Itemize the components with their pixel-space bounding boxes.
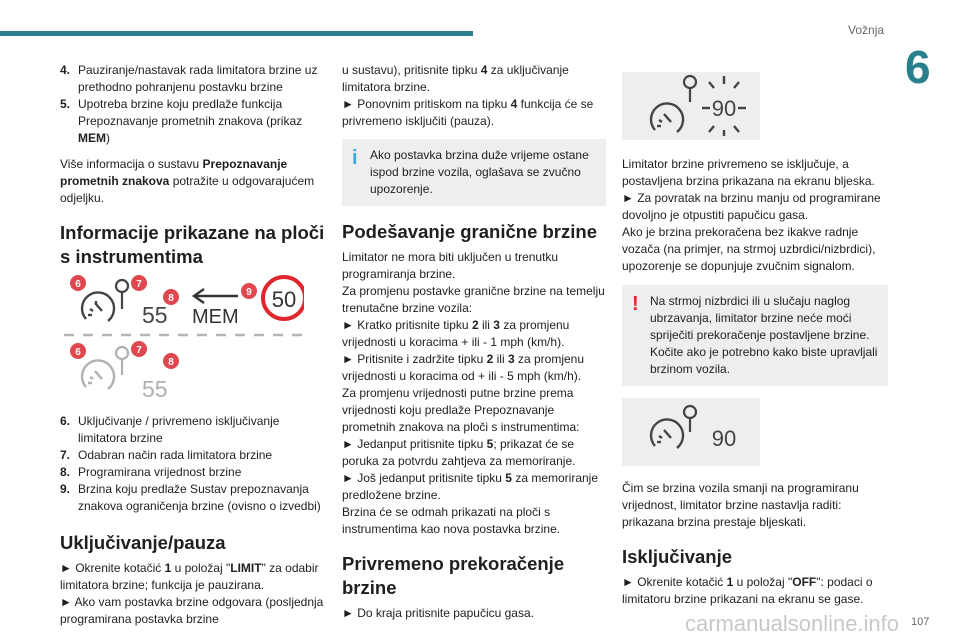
switch-off-paragraph: ► Okrenite kotačić 1 u položaj "OFF": podaci o limitatoru brzine prikazani na ekranu se gase. xyxy=(622,575,873,606)
callout-7-dim xyxy=(131,341,147,357)
set-paragraph-5: Za promjenu vrijednosti putne brzine prema vrijednosti koju predlaže Prepoznavanje prometnih znakova na ploči s instrumentima: xyxy=(342,386,580,434)
heading-switch-off: Isključivanje xyxy=(622,546,733,567)
legend-list xyxy=(60,413,326,515)
set-paragraph-7: ► Još jedanput pritisnite tipku 5 za memoriranje predložene brzine. xyxy=(342,471,599,502)
section-title: Vožnja xyxy=(848,23,885,37)
svg-text:9: 9 xyxy=(246,287,252,298)
speedometer-icon xyxy=(651,103,683,132)
heading-switch-on: Uključivanje/pauza xyxy=(60,532,226,553)
set-paragraph-4: ► Pritisnite i zadržite tipku 2 ili 3 za promjenu vrijednosti u koracima od + ili - 5 mph (km/h). xyxy=(342,352,585,383)
heading-set-speed: Podešavanje granične brzine xyxy=(342,221,597,242)
steady-speed-value: 90 xyxy=(711,426,737,451)
set-paragraph-3: ► Kratko pritisnite tipku 2 ili 3 za promjenu vrijednosti u koracima + ili - 1 mph (km/h). xyxy=(342,318,570,349)
override-info-paragraph-2: ► Za povratak na brzinu manju od programirane dovoljno je otpustiti papučicu gasa. xyxy=(622,191,881,222)
sign-speed: 50 xyxy=(271,287,297,312)
svg-text:8: 8 xyxy=(168,357,174,368)
list-item-5: 5. Upotreba brzine koju predlaže funkcija Prepoznavanje prometnih znakova (prikaz MEM) xyxy=(60,97,303,145)
legend-item: 7. Odabran način rada limitatora brzine xyxy=(60,448,273,462)
switch-on-paragraph: ► Okrenite kotačić 1 u položaj "LIMIT" za odabir limitatora brzine; funkcija je pauzirana. xyxy=(60,561,319,592)
steady-speed-svg xyxy=(622,398,760,466)
limiter-mode-icon xyxy=(116,347,128,375)
limiter-mode-icon xyxy=(116,280,128,309)
mem-label: MEM xyxy=(192,306,239,328)
arrow-left-icon xyxy=(194,289,238,303)
pause-paragraph: ► Ponovnim pritiskom na tipku 4 funkcija će se privremeno isključiti (pauza). xyxy=(342,97,594,128)
svg-text:7: 7 xyxy=(136,345,142,356)
chapter-number: 6 xyxy=(905,41,931,93)
continue-paragraph: u sustavu), pritisnite tipku 4 za uključivanje limitatora brzine. xyxy=(342,63,569,94)
warning-note: ! Na strmoj nizbrdici ili u slučaju naglog ubrzavanja, limitator brzine neće moći spriječiti prekoračenje postavljene brzine. Kočite ako je potrebno kako biste upravljali brzinom vozila. xyxy=(622,285,888,386)
switch-on-paragraph-2: ► Ako vam postavka brzine odgovara (posljednja programirana postavka brzine xyxy=(60,595,324,626)
svg-text:8: 8 xyxy=(168,293,174,304)
speedometer-icon xyxy=(651,419,683,448)
warning-icon: ! xyxy=(632,293,639,315)
set-speed: 55 xyxy=(142,302,168,328)
page-number: 107 xyxy=(911,616,930,628)
info-note: i Ako postavka brzina duže vrijeme ostane ispod brzine vozila, oglašava se zvučno upozorenje. xyxy=(342,139,606,206)
limiter-mode-icon xyxy=(684,406,696,432)
svg-text:6: 6 xyxy=(75,279,81,290)
column-2 xyxy=(342,62,606,622)
callout-7 xyxy=(131,275,147,291)
override-info-paragraph-3: Ako je brzina prekoračena bez ikakve radnje vozača (na primjer, na strmoj uzbrdici/nizbrdici), upozorenje se dopunjuje zvučnim signalom. xyxy=(622,225,876,273)
callout-8-dim xyxy=(163,353,179,369)
resume-paragraph: Čim se brzina vozila smanji na programiranu vrijednost, limitator brzine nastavlja raditi: prikazana brzina prestaje bljeskati. xyxy=(622,481,859,529)
svg-text:6: 6 xyxy=(75,347,81,358)
set-paragraph-2: Za promjenu postavke granične brzine na temelju trenutačne brzine vozila: xyxy=(342,284,605,315)
more-info-paragraph: Više informacija o sustavu Prepoznavanje prometnih znakova potražite u odgovarajućem odjeljku. xyxy=(60,157,315,205)
override-paragraph: ► Do kraja pritisnite papučicu gasa. xyxy=(342,606,534,620)
watermark: carmanualsonline.info xyxy=(685,611,900,636)
dim-speed: 55 xyxy=(142,376,168,401)
set-paragraph-8: Brzina će se odmah prikazati na ploči s instrumentima kao nova postavka brzine. xyxy=(342,505,561,536)
callout-8 xyxy=(163,289,179,305)
speedometer-icon xyxy=(82,292,114,321)
speed-limit-sign-icon xyxy=(263,277,304,319)
flashing-speed-figure xyxy=(622,72,760,140)
top-accent-bar xyxy=(0,31,473,36)
steady-speed-figure xyxy=(622,398,760,466)
override-info-paragraph-1: Limitator brzine privremeno se isključuje, a postavljena brzina prikazana na ekranu bljeska. xyxy=(622,157,875,188)
column-1 xyxy=(60,62,326,628)
callout-9 xyxy=(241,283,257,299)
instrument-display-figure xyxy=(64,273,304,401)
list-item-4: 4. Pauziranje/nastavak rada limitatora brzine uz prethodno pohranjenu postavku brzine xyxy=(60,63,318,94)
limiter-mode-icon xyxy=(684,76,696,102)
column-3 xyxy=(622,72,888,608)
svg-text:7: 7 xyxy=(136,279,142,290)
legend-item: 9. Brzina koju predlaže Sustav prepoznavanja znakova ograničenja brzine (ovisno o izvedbi) xyxy=(60,482,321,513)
legend-item: 6. Uključivanje / privremeno isključivanje limitatora brzine xyxy=(60,414,280,445)
callout-6 xyxy=(70,275,86,291)
info-icon: i xyxy=(352,147,358,169)
set-paragraph-6: ► Jedanput pritisnite tipku 5; prikazat će se poruka za potvrdu zahtjeva za memoriranje. xyxy=(342,437,576,468)
heading-display-info: Informacije prikazane na ploči s instrumentima xyxy=(60,222,325,267)
speedometer-icon xyxy=(82,360,114,389)
set-paragraph-1: Limitator ne mora biti uključen u trenutku programiranja brzine. xyxy=(342,250,559,281)
heading-override: Privremeno prekoračenje brzine xyxy=(342,553,565,598)
flashing-speed-svg xyxy=(622,72,760,140)
callout-6-dim xyxy=(70,343,86,359)
legend-item: 8. Programirana vrijednost brzine xyxy=(60,465,242,479)
flashing-speed-value: 90 xyxy=(711,96,737,121)
